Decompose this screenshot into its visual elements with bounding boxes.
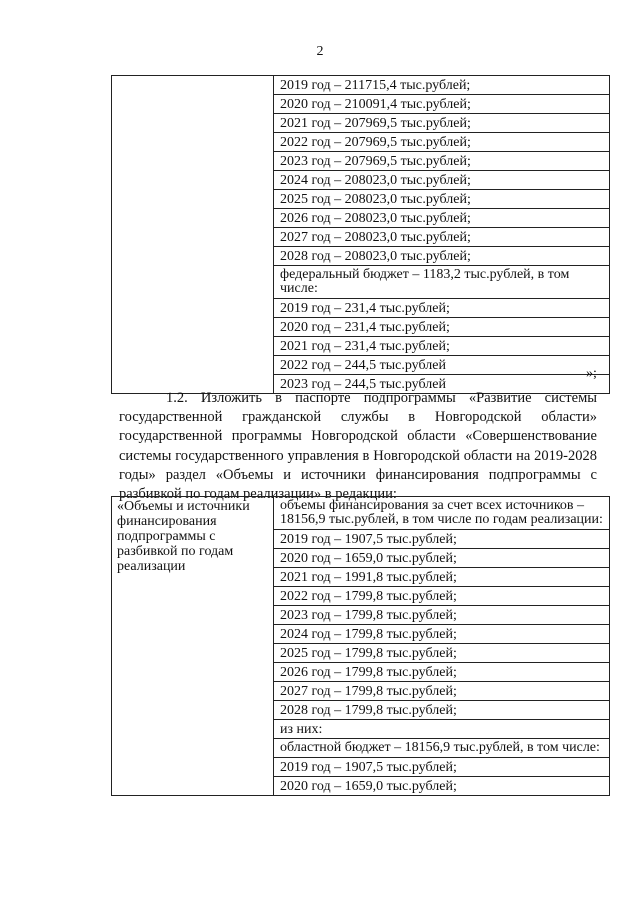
table-row: 2021 год – 231,4 тыс.рублей;: [274, 336, 609, 355]
table-row: 2027 год – 208023,0 тыс.рублей;: [274, 227, 609, 246]
table-row: 2026 год – 1799,8 тыс.рублей;: [274, 662, 609, 681]
financing-table-new: [111, 496, 610, 796]
table-row: 2025 год – 1799,8 тыс.рублей;: [274, 643, 609, 662]
table-row: 2027 год – 1799,8 тыс.рублей;: [274, 681, 609, 700]
table-row: 2023 год – 1799,8 тыс.рублей;: [274, 605, 609, 624]
table-row: 2019 год – 211715,4 тыс.рублей;: [280, 78, 471, 93]
amendment-paragraph: 1.2. Изложить в паспорте подпрограммы «Развитие системы государственной гражданской службы в Новгородской области» государственной программы Новгородской области «Совершенствование системы государственного управления в Новгородской области на 2019-2028 годы» раздел «Объемы и источники финансирования подпрограммы с разбивкой по годам реализации» в редакции:: [119, 390, 597, 503]
closing-quote: »;: [586, 366, 597, 381]
table-row-total-volume: объемы финансирования за счет всех источников – 18156,9 тыс.рублей, в том числе по годам реализации:: [280, 498, 603, 527]
table-row: 2019 год – 1907,5 тыс.рублей;: [274, 529, 609, 548]
table-row: 2028 год – 208023,0 тыс.рублей;: [274, 246, 609, 265]
table-row: 2020 год – 1659,0 тыс.рублей;: [274, 776, 609, 795]
table-row: 2024 год – 208023,0 тыс.рублей;: [274, 170, 609, 189]
table2-left-label: «Объемы и источники финансирования подпрограммы с разбивкой по годам реализации: [112, 497, 274, 796]
table-row: 2022 год – 207969,5 тыс.рублей;: [274, 132, 609, 151]
table-row-regional-budget: областной бюджет – 18156,9 тыс.рублей, в том числе:: [274, 738, 609, 757]
table-row: 2026 год – 208023,0 тыс.рублей;: [274, 208, 609, 227]
table-row: 2020 год – 210091,4 тыс.рублей;: [274, 94, 609, 113]
table-row: 2023 год – 244,5 тыс.рублей: [274, 374, 609, 393]
table-row: 2021 год – 207969,5 тыс.рублей;: [274, 113, 609, 132]
table-row: 2028 год – 1799,8 тыс.рублей;: [274, 700, 609, 719]
table-row: 2023 год – 207969,5 тыс.рублей;: [274, 151, 609, 170]
table-row: 2025 год – 208023,0 тыс.рублей;: [274, 189, 609, 208]
table-row-federal-budget: федеральный бюджет – 1183,2 тыс.рублей, в том числе:: [274, 265, 609, 298]
table-row: 2022 год – 244,5 тыс.рублей: [274, 355, 609, 374]
table1-left-cell: [112, 76, 274, 394]
table1-right-cell: [274, 76, 610, 394]
page-number: 2: [316, 44, 324, 59]
financing-table-continued: [111, 75, 610, 394]
table-row: 2020 год – 1659,0 тыс.рублей;: [274, 548, 609, 567]
table-row: 2019 год – 1907,5 тыс.рублей;: [274, 757, 609, 776]
table-row: 2021 год – 1991,8 тыс.рублей;: [274, 567, 609, 586]
table-row: 2024 год – 1799,8 тыс.рублей;: [274, 624, 609, 643]
table2-right-cell: [274, 497, 610, 796]
table-row: 2022 год – 1799,8 тыс.рублей;: [274, 586, 609, 605]
table-row: из них:: [274, 719, 609, 738]
table-row: 2020 год – 231,4 тыс.рублей;: [274, 317, 609, 336]
table-row: 2019 год – 231,4 тыс.рублей;: [274, 298, 609, 317]
